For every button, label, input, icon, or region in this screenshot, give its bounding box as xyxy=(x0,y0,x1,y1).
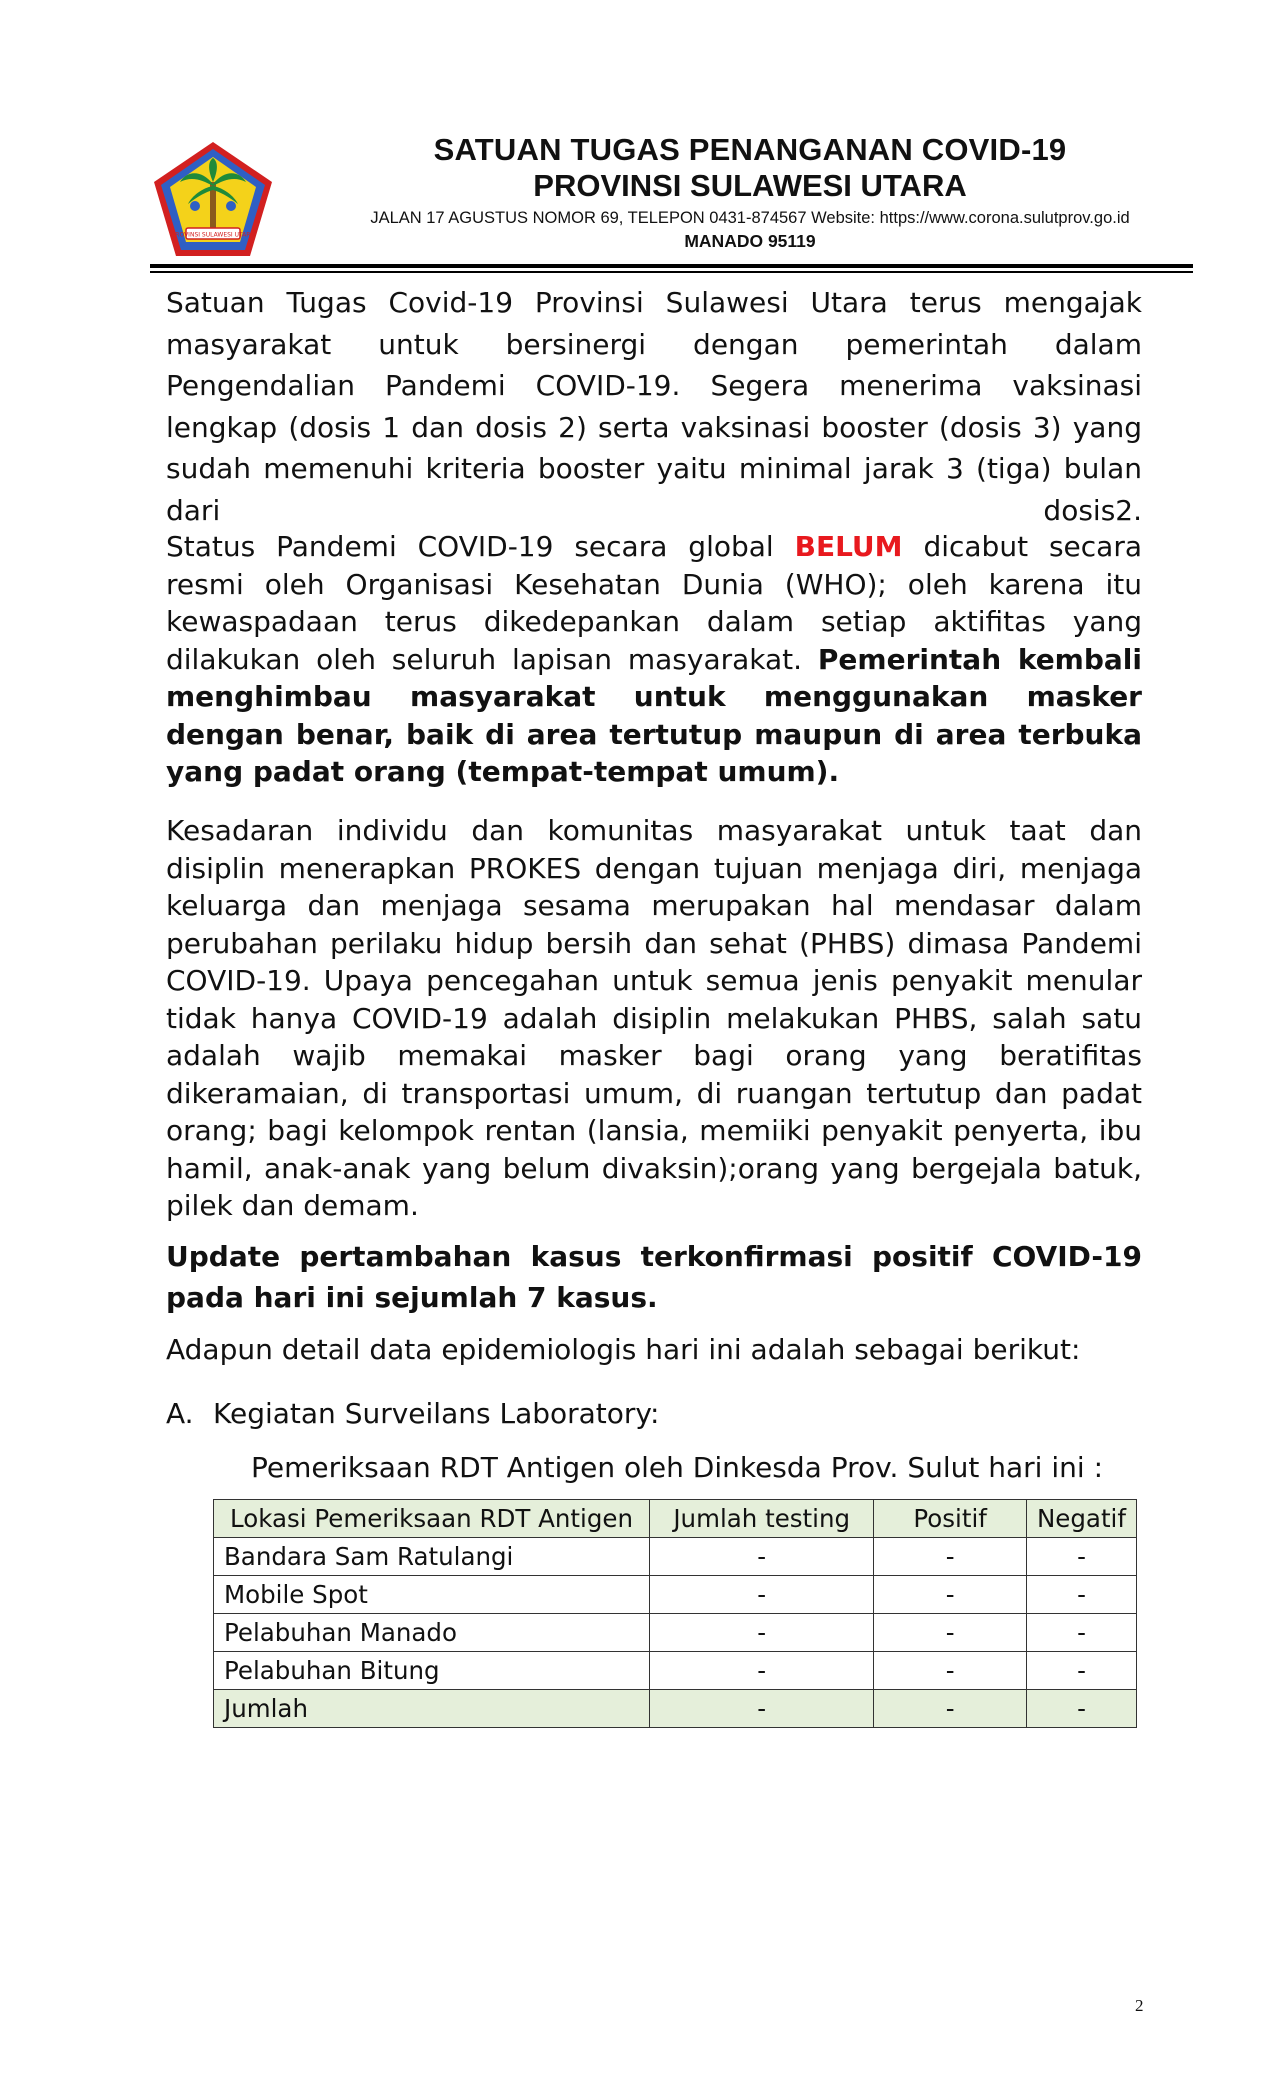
table-total-row xyxy=(214,1690,1137,1728)
logo-text: PROVINSI SULAWESI UTARA xyxy=(171,231,255,239)
mask-appeal-bold: Pemerintah kembali menghimbau masyarakat untuk menggunakan masker dengan benar, baik di area tertutup maupun di area terbuka yang padat orang (tempat-tempat umum). xyxy=(166,642,1142,788)
letterhead-city: MANADO 95119 xyxy=(684,231,816,251)
letterhead-title-line1: SATUAN TUGAS PENANGANAN COVID-19 xyxy=(433,132,1067,167)
row-negative: - xyxy=(1026,1652,1136,1690)
table-header-testing: Jumlah testing xyxy=(650,1500,874,1538)
row-negative: - xyxy=(1026,1576,1136,1614)
table-row xyxy=(214,1652,1137,1690)
row-positive: - xyxy=(874,1652,1027,1690)
section-a xyxy=(166,1394,1142,1434)
page-number: 2 xyxy=(1135,1996,1144,2015)
row-negative: - xyxy=(1026,1614,1136,1652)
status-highlight-belum: BELUM xyxy=(794,530,903,563)
table-row xyxy=(214,1538,1137,1576)
paragraph-health-protocol: Kesadaran individu dan komunitas masyarakat untuk taat dan disiplin menerapkan PROKES dengan tujuan menjaga diri, menjaga keluarga dan menjaga sesama merupakan hal mendasar dalam perubahan perilaku hidup bersih dan sehat (PHBS) dimasa Pandemi COVID-19. Upaya pencegahan untuk semua jenis penyakit menular tidak hanya COVID-19 adalah disiplin melakukan PHBS, salah satu adalah wajib memakai masker bagi orang yang beratifitas dikeramaian, di transportasi umum, di ruangan tertutup dan padat orang; bagi kelompok rentan (lansia, memiiki penyakit penyerta, ibu hamil, anak-anak yang belum divaksin);orang yang bergejala batuk, pilek dan demam. xyxy=(166,814,1142,1222)
table-header-negative: Negatif xyxy=(1026,1500,1136,1538)
paragraph-vaccination: Satuan Tugas Covid-19 Provinsi Sulawesi Utara terus mengajak masyarakat untuk bersinergi dengan pemerintah dalam Pengendalian Pandemi COVID-19. Segera menerima vaksinasi lengkap (dosis 1 dan dosis 2) serta vaksinasi booster (dosis 3) yang sudah memenuhi kriteria booster yaitu minimal jarak 3 (tiga) bulan dari dosis2. xyxy=(166,286,1142,527)
status-text-after: dicabut secara resmi oleh Organisasi Kesehatan Dunia (WHO); oleh karena itu kewaspadaan terus dikedepankan dalam setiap aktifitas yang dilakukan oleh seluruh lapisan masyarakat. xyxy=(166,530,1142,676)
status-text-before: Status Pandemi COVID-19 secara global xyxy=(166,530,795,563)
total-negative: - xyxy=(1026,1690,1136,1728)
table-row xyxy=(214,1614,1137,1652)
total-testing: - xyxy=(650,1690,874,1728)
letterhead-title-line2: PROVINSI SULAWESI UTARA xyxy=(533,168,967,203)
row-testing: - xyxy=(650,1652,874,1690)
table-header-location: Lokasi Pemeriksaan RDT Antigen xyxy=(214,1500,650,1538)
row-location: Pelabuhan Manado xyxy=(214,1614,650,1652)
rdt-subheading: Pemeriksaan RDT Antigen oleh Dinkesda Prov. Sulut hari ini : xyxy=(251,1451,1104,1484)
letterhead-rule-thick xyxy=(150,264,1193,268)
row-positive: - xyxy=(874,1538,1027,1576)
paragraph-pandemic-status xyxy=(166,528,1142,791)
row-positive: - xyxy=(874,1614,1027,1652)
row-location: Pelabuhan Bitung xyxy=(214,1652,650,1690)
section-a-title: Kegiatan Surveilans Laboratory: xyxy=(213,1397,660,1430)
epidemiology-intro: Adapun detail data epidemiologis hari ini adalah sebagai berikut: xyxy=(166,1333,1081,1366)
total-label: Jumlah xyxy=(214,1690,650,1728)
row-testing: - xyxy=(650,1614,874,1652)
row-negative: - xyxy=(1026,1538,1136,1576)
table-header-row xyxy=(214,1500,1137,1538)
rdt-antigen-table xyxy=(213,1499,1137,1728)
row-positive: - xyxy=(874,1576,1027,1614)
letterhead-rule-thin xyxy=(150,271,1193,273)
letterhead xyxy=(290,132,1210,252)
row-location: Mobile Spot xyxy=(214,1576,650,1614)
table-row xyxy=(214,1576,1137,1614)
row-location: Bandara Sam Ratulangi xyxy=(214,1538,650,1576)
row-testing: - xyxy=(650,1576,874,1614)
total-positive: - xyxy=(874,1690,1027,1728)
update-heading: Update pertambahan kasus terkonfirmasi positif COVID-19 pada hari ini sejumlah 7 kasus. xyxy=(166,1240,1142,1314)
province-emblem-logo xyxy=(150,138,276,260)
section-a-marker: A. xyxy=(166,1397,194,1430)
table-header-positive: Positif xyxy=(874,1500,1027,1538)
row-testing: - xyxy=(650,1538,874,1576)
letterhead-address: JALAN 17 AGUSTUS NOMOR 69, TELEPON 0431-874567 Website: https://www.corona.sulutprov.go.id xyxy=(370,209,1130,227)
